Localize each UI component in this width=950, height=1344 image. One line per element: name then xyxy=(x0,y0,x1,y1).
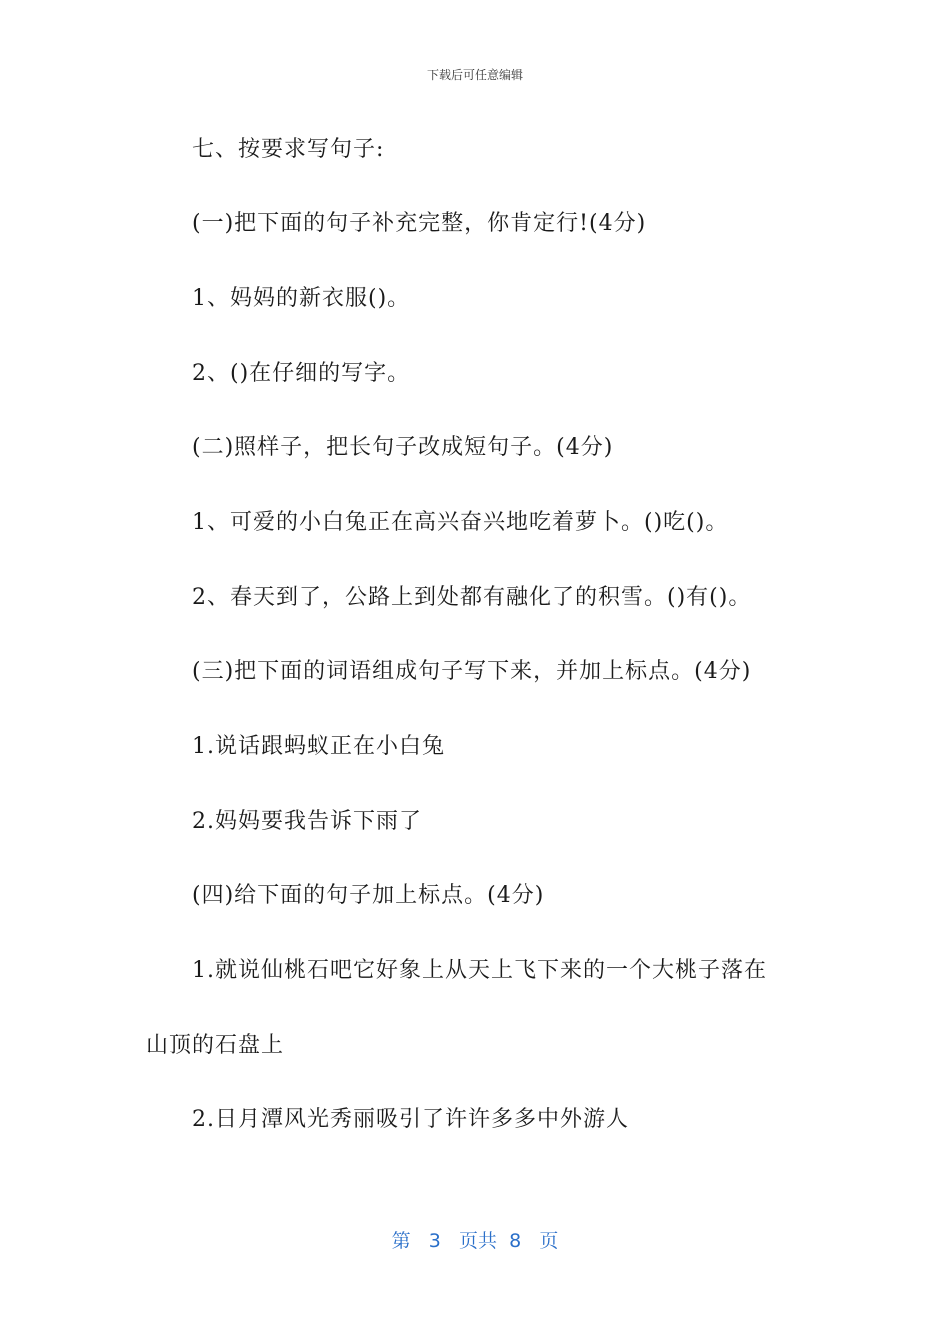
subsection-heading: (二)照样子，把长句子改成短句子。(4分) xyxy=(192,435,614,460)
question-item: 1、可爱的小白兔正在高兴奋兴地吃着萝卜。()吃()。 xyxy=(192,510,729,535)
question-item: 2、()在仔细的写字。 xyxy=(192,361,411,386)
page-total-number: 8 xyxy=(509,1230,522,1252)
page-suffix: 页 xyxy=(539,1230,559,1252)
question-item-continuation: 山顶的石盘上 xyxy=(146,1033,285,1058)
page-header: 下载后可任意编辑 xyxy=(426,68,523,82)
page-current-number: 3 xyxy=(428,1230,441,1252)
question-item: 2.日月潭风光秀丽吸引了许许多多中外游人 xyxy=(192,1107,629,1132)
page-prefix: 第 xyxy=(391,1230,411,1252)
subsection-heading: (一)把下面的句子补充完整，你肯定行!(4分) xyxy=(192,211,647,236)
page-footer xyxy=(0,1226,950,1253)
subsection-heading: (四)给下面的句子加上标点。(4分) xyxy=(192,883,545,908)
question-item: 1、妈妈的新衣服()。 xyxy=(192,286,411,311)
page-middle: 页共 xyxy=(459,1230,498,1252)
question-item: 1.说话跟蚂蚁正在小白兔 xyxy=(192,734,445,759)
subsection-heading: (三)把下面的词语组成句子写下来，并加上标点。(4分) xyxy=(192,659,752,684)
question-item: 1.就说仙桃石吧它好象上从天上飞下来的一个大桃子落在 xyxy=(192,958,767,983)
question-item: 2.妈妈要我告诉下雨了 xyxy=(192,809,422,834)
question-item: 2、春天到了，公路上到处都有融化了的积雪。()有()。 xyxy=(192,585,752,610)
section-heading: 七、按要求写句子: xyxy=(192,137,385,162)
